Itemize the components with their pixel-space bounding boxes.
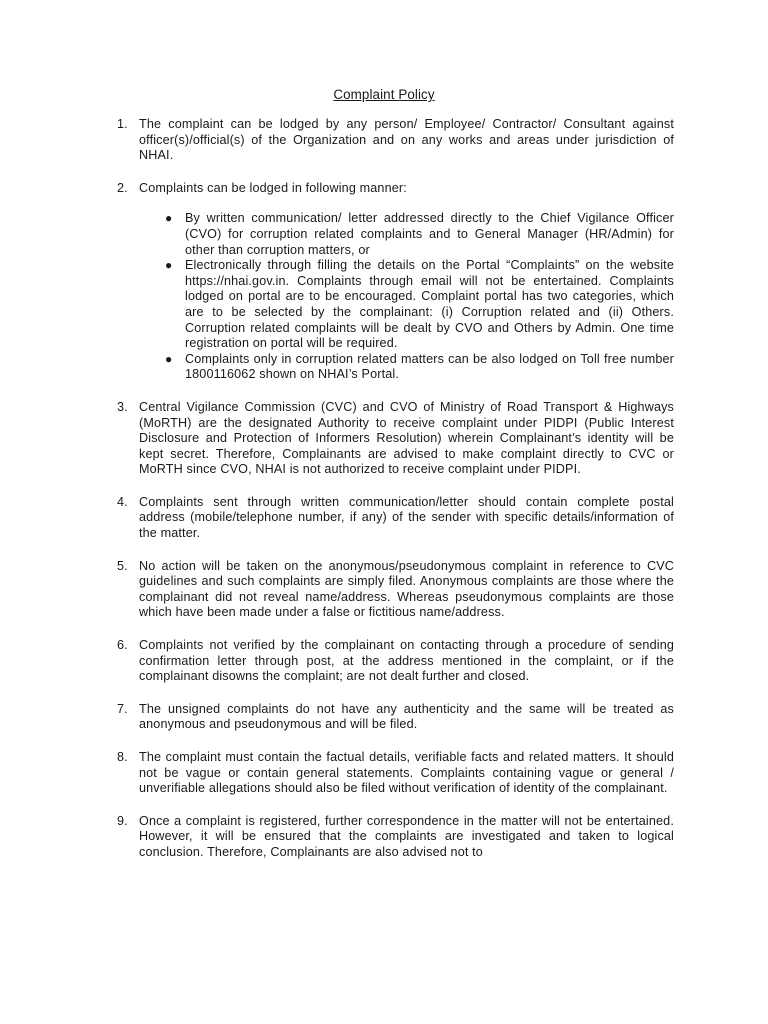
policy-item-9 — [117, 814, 674, 861]
item-text: The complaint can be lodged by any person/ Employee/ Contractor/ Consultant against officer(s)/official(s) of the Organization and on any works and areas under jurisdiction of NHAI. — [139, 117, 674, 163]
item-number: 8. — [117, 750, 128, 764]
document-title: Complaint Policy — [333, 87, 435, 102]
item-text: The unsigned complaints do not have any authenticity and the same will be treated as anonymous and pseudonymous and will be filed. — [139, 701, 674, 732]
policy-item-8 — [117, 750, 674, 797]
bullet-item — [163, 352, 674, 383]
item-number: 7. — [117, 701, 128, 716]
item-text: Complaints not verified by the complainant on contacting through a procedure of sending confirmation letter through post, at the address mentioned in the complaint, or if the complainant disowns the complaint; are not dealt further and closed. — [139, 638, 674, 684]
policy-item-1 — [117, 117, 674, 164]
item-number: 9. — [117, 813, 128, 828]
policy-item-4 — [117, 495, 674, 542]
item-number: 3. — [117, 399, 128, 414]
policy-item-7 — [117, 702, 674, 733]
bullet-text: Complaints only in corruption related matters can be also lodged on Toll free number 1800116062 shown on NHAI’s Portal. — [185, 351, 674, 382]
item-number: 1. — [117, 117, 128, 131]
item-number: 5. — [117, 558, 128, 573]
bullet-icon: ● — [165, 351, 173, 366]
item-number: 4. — [117, 494, 128, 509]
bullet-text: Electronically through filling the details on the Portal “Complaints” on the website https://nhai.gov.in. Complaints through email will not be entertained. Complaints lodged on portal are to be encouraged. Complaint portal has two categories, which are to be selected by the complainant: (i) Corruption related and (ii) Others. Corruption related complaints will be dealt by CVO and Others by Admin. One time registration on portal will be required. — [185, 258, 674, 351]
item-text: No action will be taken on the anonymous/pseudonymous complaint in reference to CVC guidelines and such complaints are simply filed. Anonymous complaints are those where the complainant did not reveal name/address. Whereas pseudonymous complaints are those which have been made under a false or fictitious name/address. — [139, 558, 674, 620]
item-text: Central Vigilance Commission (CVC) and CVO of Ministry of Road Transport & Highways (MoRTH) are the designated Authority to receive complaint under PIDPI (Public Interest Disclosure and Protection of Informers Resolution) wherein Complainant’s identity will be kept secret. Therefore, Complainants are advised to make complaint directly to CVC or MoRTH since CVO, NHAI is not authorized to receive complaint under PIDPI. — [139, 399, 674, 477]
policy-list — [117, 117, 674, 878]
item-number: 6. — [117, 638, 128, 653]
item-text: Complaints can be lodged in following manner: — [139, 180, 407, 195]
item-text: Complaints sent through written communication/letter should contain complete postal address (mobile/telephone number, if any) of the sender with specific details/information of the matter. — [139, 494, 674, 541]
item-text: The complaint must contain the factual details, verifiable facts and related matters. It should not be vague or contain general statements. Complaints containing vague or general / unverifiable allegations should also be filed without verification of identity of the complainant. — [139, 750, 674, 796]
bullet-item — [163, 211, 674, 258]
policy-item-6 — [117, 638, 674, 685]
bullet-item — [163, 258, 674, 352]
policy-item-2 — [117, 181, 674, 383]
lodging-methods-list — [139, 211, 674, 383]
policy-item-5 — [117, 559, 674, 621]
bullet-icon: ● — [165, 211, 173, 226]
bullet-text: By written communication/ letter addressed directly to the Chief Vigilance Officer (CVO) for corruption related complaints and to General Manager (HR/Admin) for other than corruption matters, or — [185, 211, 674, 257]
item-number: 2. — [117, 180, 128, 195]
item-text: Once a complaint is registered, further correspondence in the matter will not be entertained. However, it will be ensured that the complaints are investigated and taken to logical conclusion. Therefore, Complainants are also advised not to — [139, 813, 674, 859]
policy-item-3 — [117, 400, 674, 478]
bullet-icon: ● — [165, 258, 173, 273]
